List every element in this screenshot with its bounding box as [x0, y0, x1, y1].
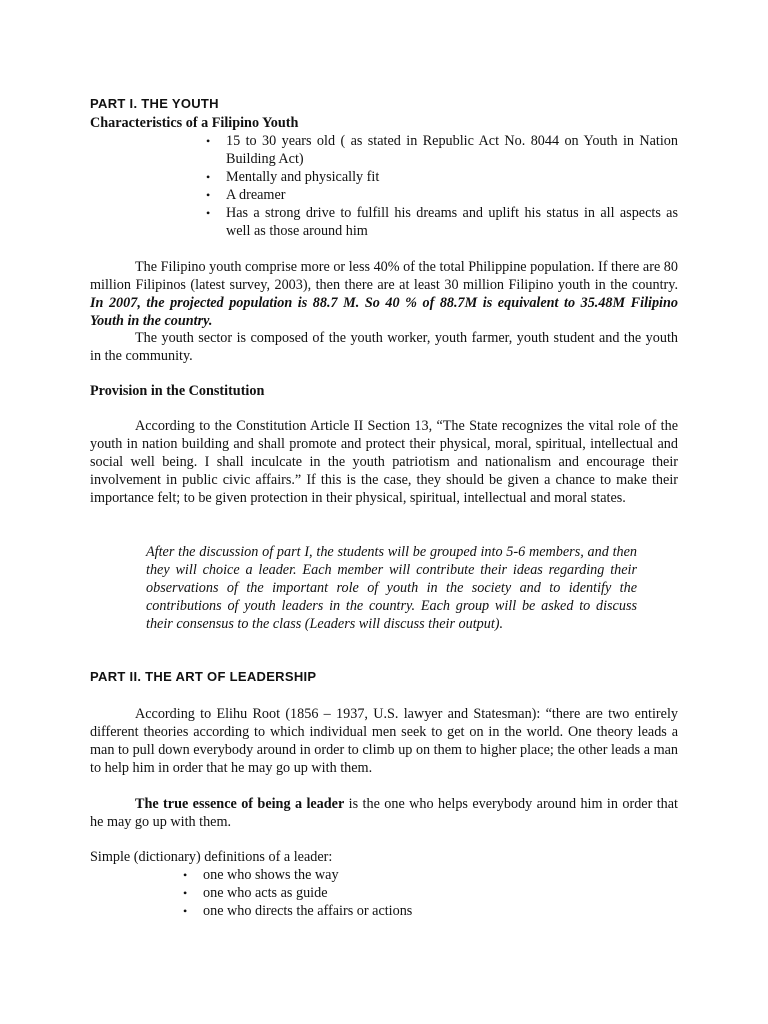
definitions-label: Simple (dictionary) definitions of a leader: — [90, 849, 333, 865]
bullet-icon: • — [183, 904, 188, 918]
constitution-paragraph: According to the Constitution Article II Section 13, “The State recognizes the vital role of the youth in nation building and shall promote and protect their physical, moral, spiritual, intellectual and social well being. I shall inculcate in the youth patriotism and nationalism and encourage their involvement in public civic affairs.” If this is the case, they should be given a chance to make their importance felt; to be given protection in their physical, spiritual, intellectual and moral states. — [90, 418, 678, 506]
list-item: • A dreamer — [206, 187, 286, 203]
bullet-icon: • — [183, 868, 188, 882]
population-emphasis: In 2007, the projected population is 88.7 M. So 40 % of 88.7M is equivalent to 35.48M Filipino Youth in the country. — [90, 295, 678, 329]
list-item: • one who shows the way — [183, 867, 339, 883]
list-item: • one who directs the affairs or actions — [183, 903, 413, 919]
essence-emphasis: The true essence of being a leader — [135, 796, 345, 812]
population-paragraph: The Filipino youth comprise more or less 40% of the total Philippine population. If there are 80 million Filipinos (latest survey, 2003), then there are at least 30 million Filipino youth in the country. In 2007, the projected population is 88.7 M. So 40 % of 88.7M is equivalent to 35.48M Filipino Youth in the country. — [90, 259, 678, 329]
provision-heading: Provision in the Constitution — [90, 383, 265, 399]
characteristics-list — [206, 132, 678, 240]
elihu-root-paragraph: According to Elihu Root (1856 – 1937, U.S. lawyer and Statesman): “there are two entirely different theories according to which individual men seek to get on in the world. One theory leads a man to pull down everybody around in order to climb up on them to higher place; the other leads a man to help him in order that he may go up with them. — [90, 706, 678, 776]
bullet-icon: • — [183, 886, 188, 900]
list-item: • 15 to 30 years old ( as stated in Republic Act No. 8044 on Youth in Nation Building Act) — [206, 133, 678, 167]
list-item: • Has a strong drive to fulfill his dreams and uplift his status in all aspects as well as those around him — [206, 205, 678, 239]
characteristics-subheading: Characteristics of a Filipino Youth — [90, 115, 299, 131]
bullet-icon: • — [206, 188, 211, 202]
definitions-list — [183, 866, 603, 920]
list-item: • one who acts as guide — [183, 885, 328, 901]
list-item: • Mentally and physically fit — [206, 169, 380, 185]
part2-heading: PART II. THE ART OF LEADERSHIP — [90, 669, 317, 684]
part1-heading: PART I. THE YOUTH — [90, 96, 219, 111]
youth-sector-paragraph: The youth sector is composed of the youth worker, youth farmer, youth student and the youth in the community. — [90, 330, 678, 364]
bullet-icon: • — [206, 134, 211, 148]
activity-note: After the discussion of part I, the students will be grouped into 5-6 members, and then they will choice a leader. Each member will contribute their ideas regarding their observations of the important role of youth in the society and to identify the contributions of youth leaders in the country. Each group will be asked to discuss their consensus to the class (Leaders will discuss their output). — [146, 544, 637, 632]
bullet-icon: • — [206, 206, 211, 220]
bullet-icon: • — [206, 170, 211, 184]
essence-paragraph: The true essence of being a leader is the one who helps everybody around him in order that he may go up with them. — [90, 796, 678, 830]
